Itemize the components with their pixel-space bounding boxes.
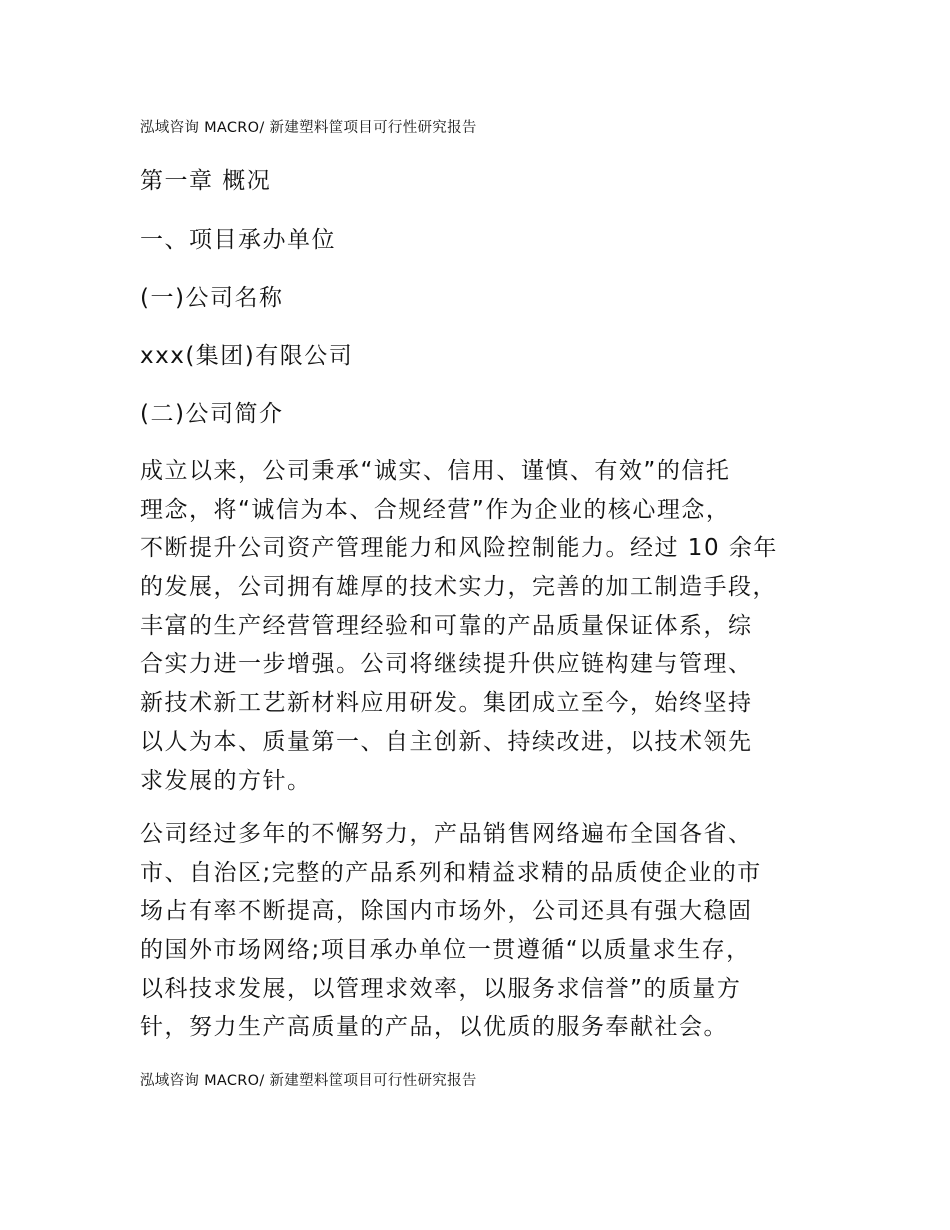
running-header: 泓域咨询 MACRO/ 新建塑料筐项目可行性研究报告 [140,120,477,136]
paragraph-line: 求发展的方针。 [140,767,312,794]
paragraph-line: 市、自治区;完整的产品系列和精益求精的品质使企业的市 [140,859,762,886]
paragraph-line: 不断提升公司资产管理能力和风险控制能力。经过 10 余年 [140,535,778,562]
paragraph-line: 丰富的生产经营管理经验和可靠的产品质量保证体系，综 [140,612,753,639]
company-profile-paragraph-1 [140,452,820,800]
paragraph-line: 的发展，公司拥有雄厚的技术实力，完善的加工制造手段， [140,574,777,601]
paragraph-line: 以人为本、质量第一、自主创新、持续改进，以技术领先 [140,728,753,755]
paragraph-line: 成立以来，公司秉承“诚实、信用、谨慎、有效”的信托 [140,458,731,484]
paragraph-line: 新技术新工艺新材料应用研发。集团成立至今，始终坚持 [140,690,753,717]
paragraph-line: 公司经过多年的不懈努力，产品销售网络遍布全国各省、 [140,821,753,847]
paragraph-line: 合实力进一步增强。公司将继续提升供应链构建与管理、 [140,651,753,678]
paragraph-line: 的国外市场网络;项目承办单位一贯遵循“以质量求生存， [140,937,751,964]
company-name: xxx(集团)有限公司 [140,343,354,369]
chapter-title: 第一章 概况 [140,168,272,194]
subsection-company-profile-title: (二)公司简介 [140,401,284,427]
running-footer: 泓域咨询 MACRO/ 新建塑料筐项目可行性研究报告 [140,1073,477,1089]
paragraph-line: 以科技求发展，以管理求效率，以服务求信誉”的质量方 [140,975,742,1002]
paragraph-line: 场占有率不断提高，除国内市场外，公司还具有强大稳固 [140,898,753,925]
paragraph-line: 针，努力生产高质量的产品，以优质的服务奉献社会。 [140,1014,728,1041]
paragraph-line: 理念，将“诚信为本、合规经营”作为企业的核心理念， [140,496,731,523]
company-profile-paragraph-2 [140,815,820,1047]
section-title: 一、项目承办单位 [140,227,336,253]
subsection-company-name-title: (一)公司名称 [140,285,284,311]
